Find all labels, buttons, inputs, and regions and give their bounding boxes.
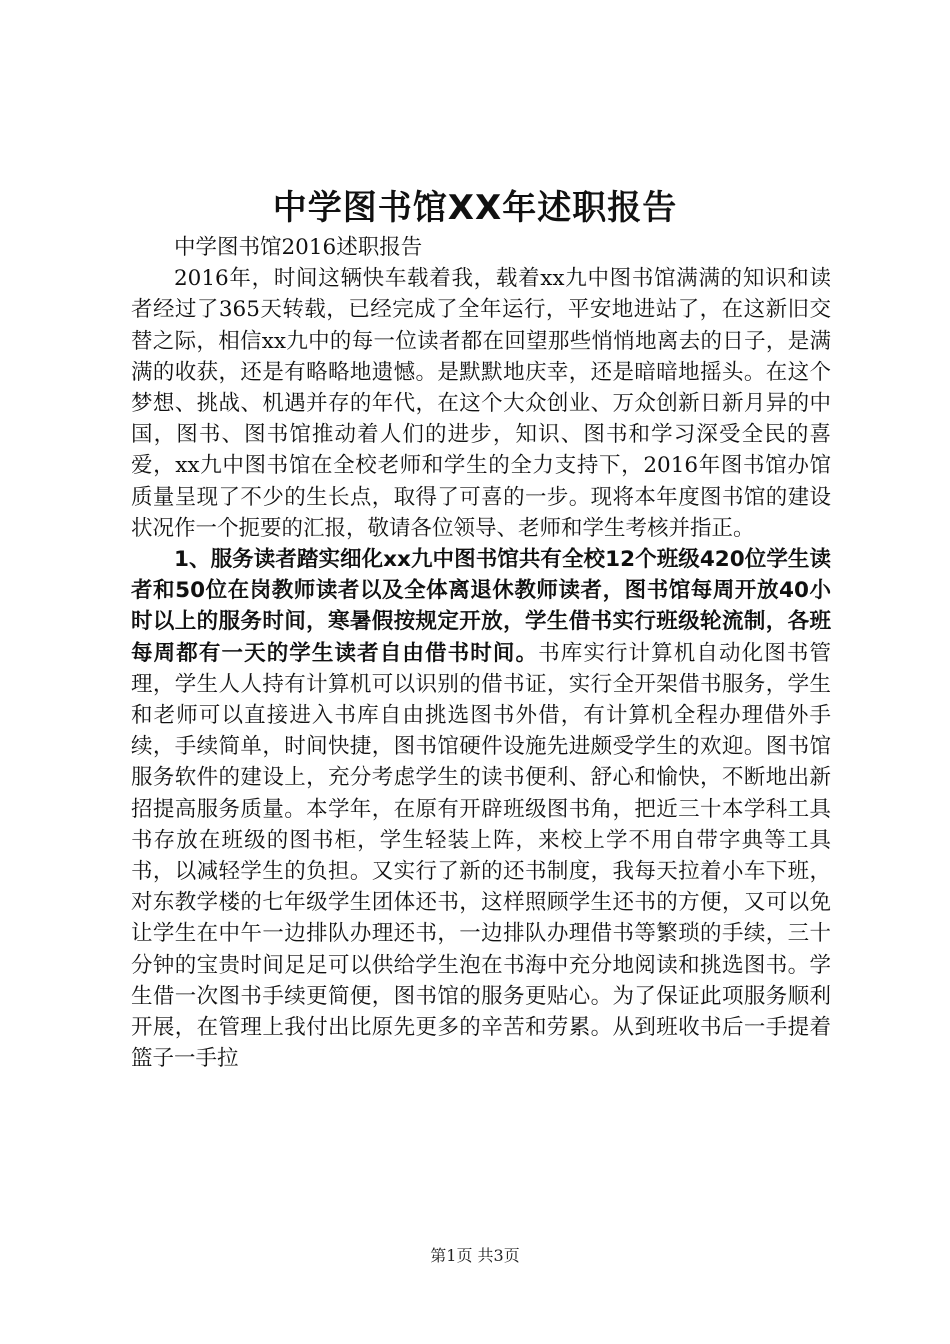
paragraph-service-lead: 1、服务读者踏实细化xx九中图书馆共有全校12个班级420位学生读者和50位在岗教师读者以及全体离退休教师读者，图书馆每周开放40小时以上的服务时间，寒暑假按规定开放，学生借书实行班级轮流制，各班每周都有一天的学生读者自由借书时间。 — [131, 547, 831, 666]
document-body — [131, 232, 831, 1074]
paragraph-service-body: 书库实行计算机自动化图书管理，学生人人持有计算机可以识别的借书证，实行全开架借书服务，学生和老师可以直接进入书库自由挑选图书外借，有计算机全程办理借外手续，手续简单，时间快捷，图书馆硬件设施先进颇受学生的欢迎。图书馆服务软件的建设上，充分考虑学生的读书便利、舒心和愉快，不断地出新招提高服务质量。本学年，在原有开辟班级图书角，把近三十本学科工具书存放在班级的图书柜，学生轻装上阵，来校上学不用自带字典等工具书，以减轻学生的负担。又实行了新的还书制度，我每天拉着小车下班，对东教学楼的七年级学生团体还书，这样照顾学生还书的方便，又可以免让学生在中午一边排队办理还书，一边排队办理借书等繁琐的手续，三十分钟的宝贵时间足足可以供给学生泡在书海中充分地阅读和挑选图书。学生借一次图书手续更简便，图书馆的服务更贴心。为了保证此项服务顺利开展，在管理上我付出比原先更多的辛苦和劳累。从到班收书后一手提着篮子一手拉 — [131, 640, 831, 1072]
paragraph-intro: 2016年，时间这辆快车载着我，载着xx九中图书馆满满的知识和读者经过了365天转载，已经完成了全年运行，平安地进站了，在这新旧交替之际，相信xx九中的每一位读者都在回望那些悄悄地离去的日子，是满满的收获，还是有略略地遗憾。是默默地庆幸，还是暗暗地摇头。在这个梦想、挑战、机遇并存的年代，在这个大众创业、万众创新日新月异的中国，图书、图书馆推动着人们的进步，知识、图书和学习深受全民的喜爱，xx九中图书馆在全校老师和学生的全力支持下，2016年图书馆办馆质量呈现了不少的生长点，取得了可喜的一步。现将本年度图书馆的建设状况作一个扼要的汇报，敬请各位领导、老师和学生考核并指正。 — [131, 266, 831, 541]
page-number-footer: 第1页 共3页 — [430, 1246, 520, 1265]
document-subtitle: 中学图书馆2016述职报告 — [174, 235, 423, 260]
paragraph-service — [131, 544, 831, 1074]
document-title: 中学图书馆XX年述职报告 — [272, 188, 678, 228]
